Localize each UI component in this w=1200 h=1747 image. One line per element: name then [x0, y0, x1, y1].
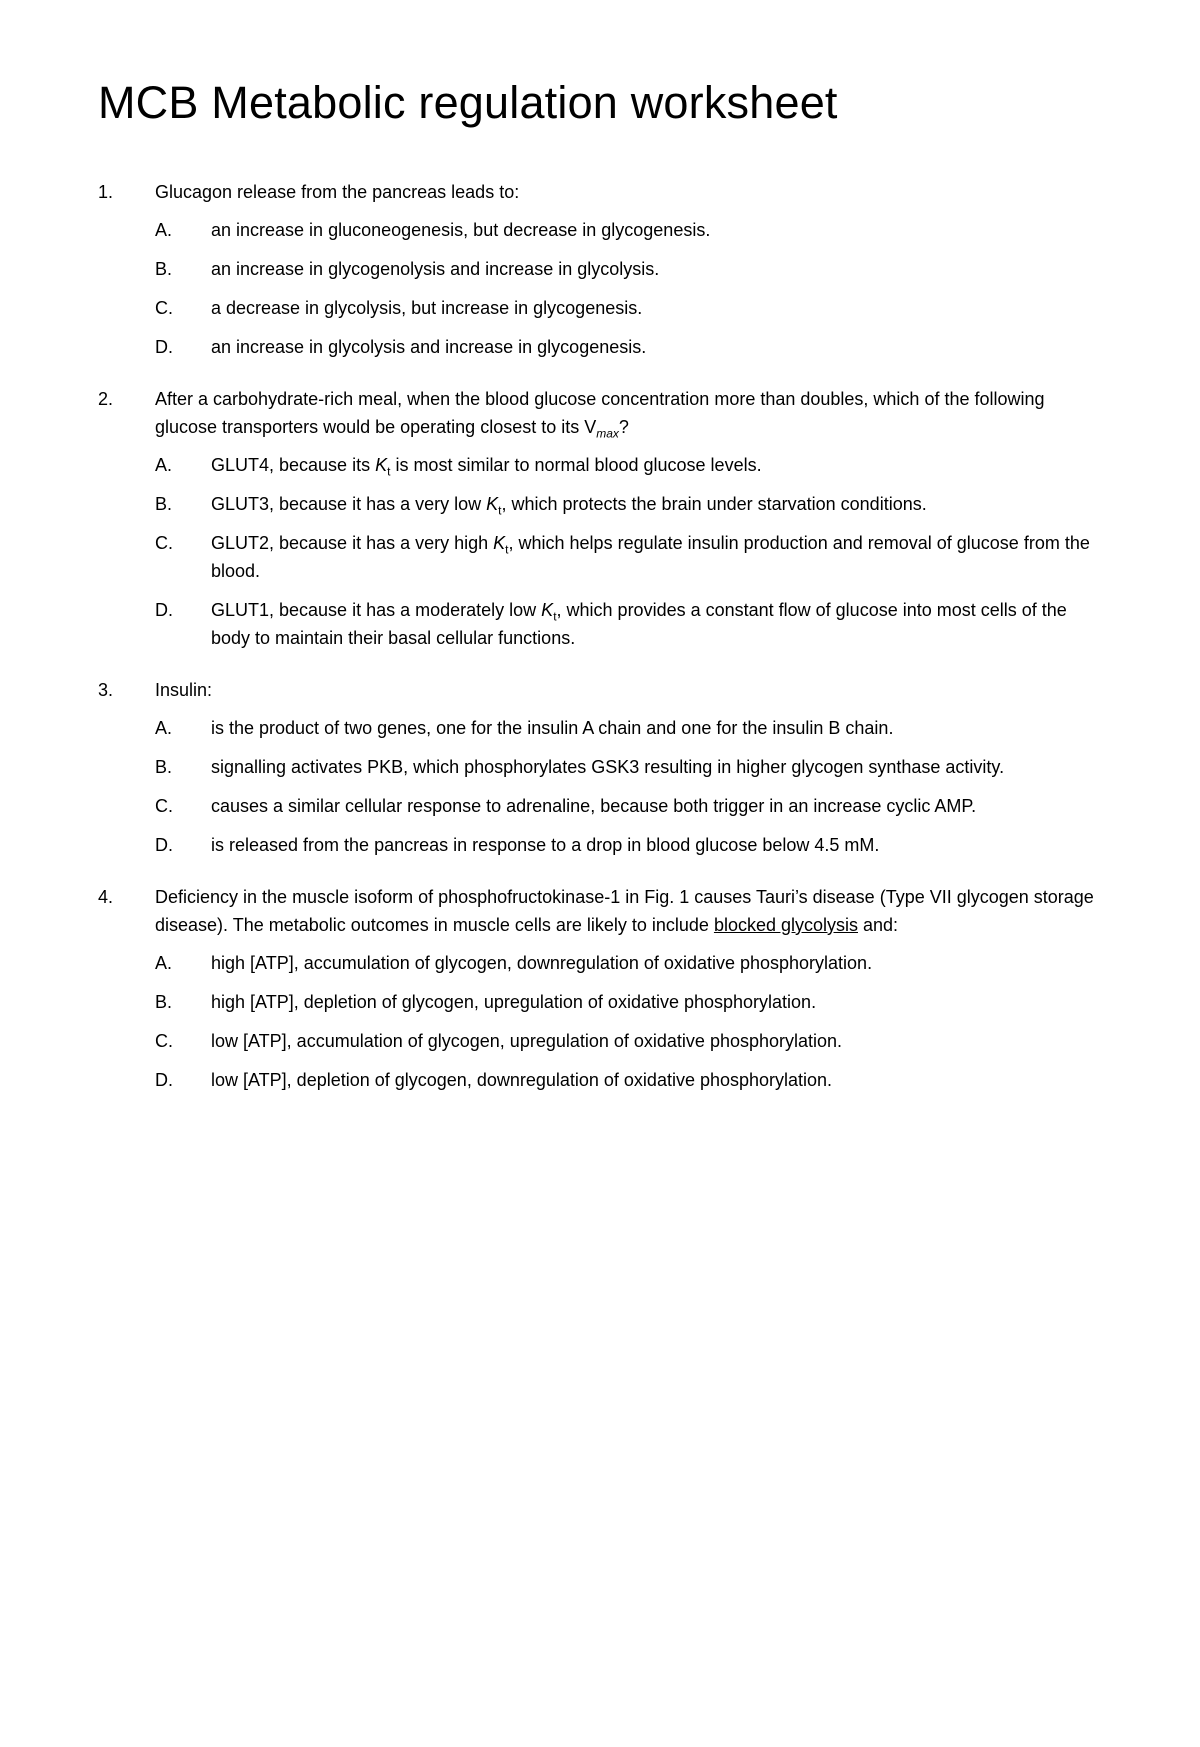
option-letter: B. — [155, 494, 173, 514]
option-text: a decrease in glycolysis, but increase in glycogenesis. — [211, 298, 643, 318]
option-c — [155, 294, 1104, 322]
option-text-start: GLUT2, because it has a very high — [211, 533, 494, 553]
stem-text: After a carbohydrate-rich meal, when the blood glucose concentration more than doubles, which of the following glucose transporters would be operating closest to its V — [155, 389, 1045, 437]
underlined-phrase: blocked glycolysis — [713, 915, 858, 935]
option-a — [155, 949, 1104, 977]
option-letter: A. — [155, 220, 173, 240]
option-c — [155, 792, 1104, 820]
stem-text: Deficiency in the muscle isoform of phosphofructokinase-1 in Fig. 1 causes Tauri’s disease (Type VII glycogen storage disease). The metabolic outcomes in muscle cells are likely to include — [155, 887, 1094, 935]
option-letter: A. — [155, 718, 173, 738]
kt-symbol: K — [493, 533, 506, 553]
option-a — [155, 714, 1104, 742]
option-b — [155, 988, 1104, 1016]
vmax-subscript: max — [596, 426, 619, 441]
option-text: low [ATP], depletion of glycogen, downregulation of oxidative phosphorylation. — [211, 1070, 833, 1090]
question-stem — [155, 385, 1104, 441]
question-stem: Insulin: — [155, 680, 213, 700]
question-number: 3. — [98, 680, 114, 700]
kt-subscript: t — [387, 464, 391, 479]
option-letter: D. — [155, 1070, 173, 1090]
option-d — [155, 596, 1104, 652]
option-text-end: , which provides a constant flow of glucose into most cells of the body to maintain their basal cellular functions. — [211, 600, 1067, 648]
option-text: signalling activates PKB, which phosphorylates GSK3 resulting in higher glycogen synthase activity. — [211, 757, 1005, 777]
page-title: MCB Metabolic regulation worksheet — [98, 77, 838, 128]
option-c — [155, 1027, 1104, 1055]
option-text: an increase in glycogenolysis and increase in glycolysis. — [211, 259, 660, 279]
question-list — [98, 178, 1104, 1094]
question-number: 1. — [98, 182, 114, 202]
option-text-start: GLUT4, because its — [211, 455, 376, 475]
option-text-end: , which helps regulate insulin production and removal of glucose from the blood. — [211, 533, 1090, 581]
question-4 — [98, 883, 1104, 1094]
option-text — [211, 533, 1090, 581]
option-d — [155, 831, 1104, 859]
option-text-end: is most similar to normal blood glucose levels. — [390, 455, 762, 475]
stem-text-end: and: — [858, 915, 899, 935]
stem-text-end: ? — [618, 417, 629, 437]
question-1 — [98, 178, 1104, 361]
option-text: high [ATP], accumulation of glycogen, downregulation of oxidative phosphorylation. — [211, 953, 873, 973]
option-letter: C. — [155, 796, 173, 816]
question-stem — [155, 883, 1104, 939]
option-text: is released from the pancreas in response to a drop in blood glucose below 4.5 mM. — [211, 835, 880, 855]
option-letter: A. — [155, 953, 173, 973]
option-d — [155, 1066, 1104, 1094]
question-number: 4. — [98, 887, 114, 907]
question-stem: Glucagon release from the pancreas leads to: — [155, 182, 520, 202]
kt-subscript: t — [505, 542, 509, 557]
option-b — [155, 490, 1104, 518]
option-letter: D. — [155, 337, 173, 357]
option-text: high [ATP], depletion of glycogen, upregulation of oxidative phosphorylation. — [211, 992, 817, 1012]
option-letter: B. — [155, 992, 173, 1012]
option-letter: B. — [155, 757, 173, 777]
question-2 — [98, 385, 1104, 652]
kt-symbol: K — [486, 494, 499, 514]
option-letter: A. — [155, 455, 173, 475]
option-text: an increase in glycolysis and increase in glycogenesis. — [211, 337, 647, 357]
option-text-end: , which protects the brain under starvation conditions. — [501, 494, 927, 514]
option-text — [211, 455, 762, 479]
question-3 — [98, 676, 1104, 859]
option-letter: C. — [155, 298, 173, 318]
option-text: is the product of two genes, one for the insulin A chain and one for the insulin B chain. — [211, 718, 894, 738]
kt-subscript: t — [498, 503, 502, 518]
kt-symbol: K — [375, 455, 388, 475]
option-a — [155, 451, 1104, 479]
option-text — [211, 494, 927, 518]
option-c — [155, 529, 1104, 585]
option-letter: B. — [155, 259, 173, 279]
option-text — [211, 600, 1067, 648]
option-letter: D. — [155, 600, 173, 620]
kt-symbol: K — [541, 600, 554, 620]
option-letter: C. — [155, 533, 173, 553]
option-text: low [ATP], accumulation of glycogen, upregulation of oxidative phosphorylation. — [211, 1031, 843, 1051]
option-letter: C. — [155, 1031, 173, 1051]
option-a — [155, 216, 1104, 244]
option-letter: D. — [155, 835, 173, 855]
option-b — [155, 753, 1104, 781]
option-b — [155, 255, 1104, 283]
option-text-start: GLUT3, because it has a very low — [211, 494, 487, 514]
option-text-start: GLUT1, because it has a moderately low — [211, 600, 542, 620]
option-d — [155, 333, 1104, 361]
question-number: 2. — [98, 389, 114, 409]
option-text: an increase in gluconeogenesis, but decrease in glycogenesis. — [211, 220, 711, 240]
kt-subscript: t — [553, 609, 557, 624]
option-text: causes a similar cellular response to adrenaline, because both trigger in an increase cyclic AMP. — [211, 796, 977, 816]
